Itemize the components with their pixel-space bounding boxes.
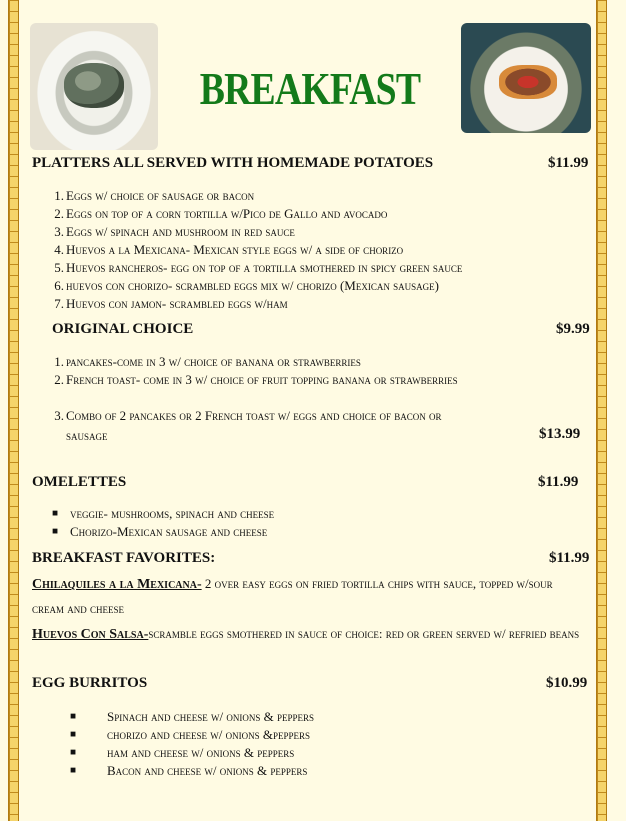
platters-price: $11.99 bbox=[548, 155, 589, 171]
favorites-heading: BREAKFAST FAVORITES: bbox=[32, 550, 216, 566]
french-toast-photo bbox=[461, 23, 591, 133]
right-decorative-border bbox=[596, 0, 607, 821]
platters-heading: PLATTERS ALL SERVED WITH HOMEMADE POTATOES bbox=[32, 155, 434, 171]
burritos-price: $10.99 bbox=[546, 675, 588, 691]
chilaquiles-photo bbox=[30, 23, 158, 150]
chilaquiles-description: Chilaquiles a la Mexicana- 2 over easy eggs on fried tortilla chips with sauce, topped w/sour cream and cheese bbox=[32, 576, 553, 616]
original-heading: ORIGINAL CHOICE bbox=[52, 321, 194, 337]
left-decorative-border bbox=[8, 0, 19, 821]
burritos-heading: EGG BURRITOS bbox=[32, 675, 148, 691]
chilaquiles-name: Chilaquiles a la Mexicana- bbox=[32, 577, 202, 592]
original-price: $9.99 bbox=[556, 321, 590, 337]
omelettes-heading: OMELETTES bbox=[32, 474, 127, 490]
green-sauce-dish bbox=[64, 63, 124, 108]
combo-price: $13.99 bbox=[539, 426, 581, 442]
favorites-price: $11.99 bbox=[549, 550, 590, 566]
strawberry-toast-dish bbox=[499, 65, 557, 99]
huevos-salsa-description: Huevos Con Salsa-scramble eggs smothered in sauce of choice: red or green served w/ refried beans bbox=[32, 626, 580, 642]
menu-title: BREAKFAST bbox=[199, 63, 421, 114]
huevos-salsa-name: Huevos Con Salsa- bbox=[32, 627, 149, 642]
omelettes-price: $11.99 bbox=[538, 474, 579, 490]
